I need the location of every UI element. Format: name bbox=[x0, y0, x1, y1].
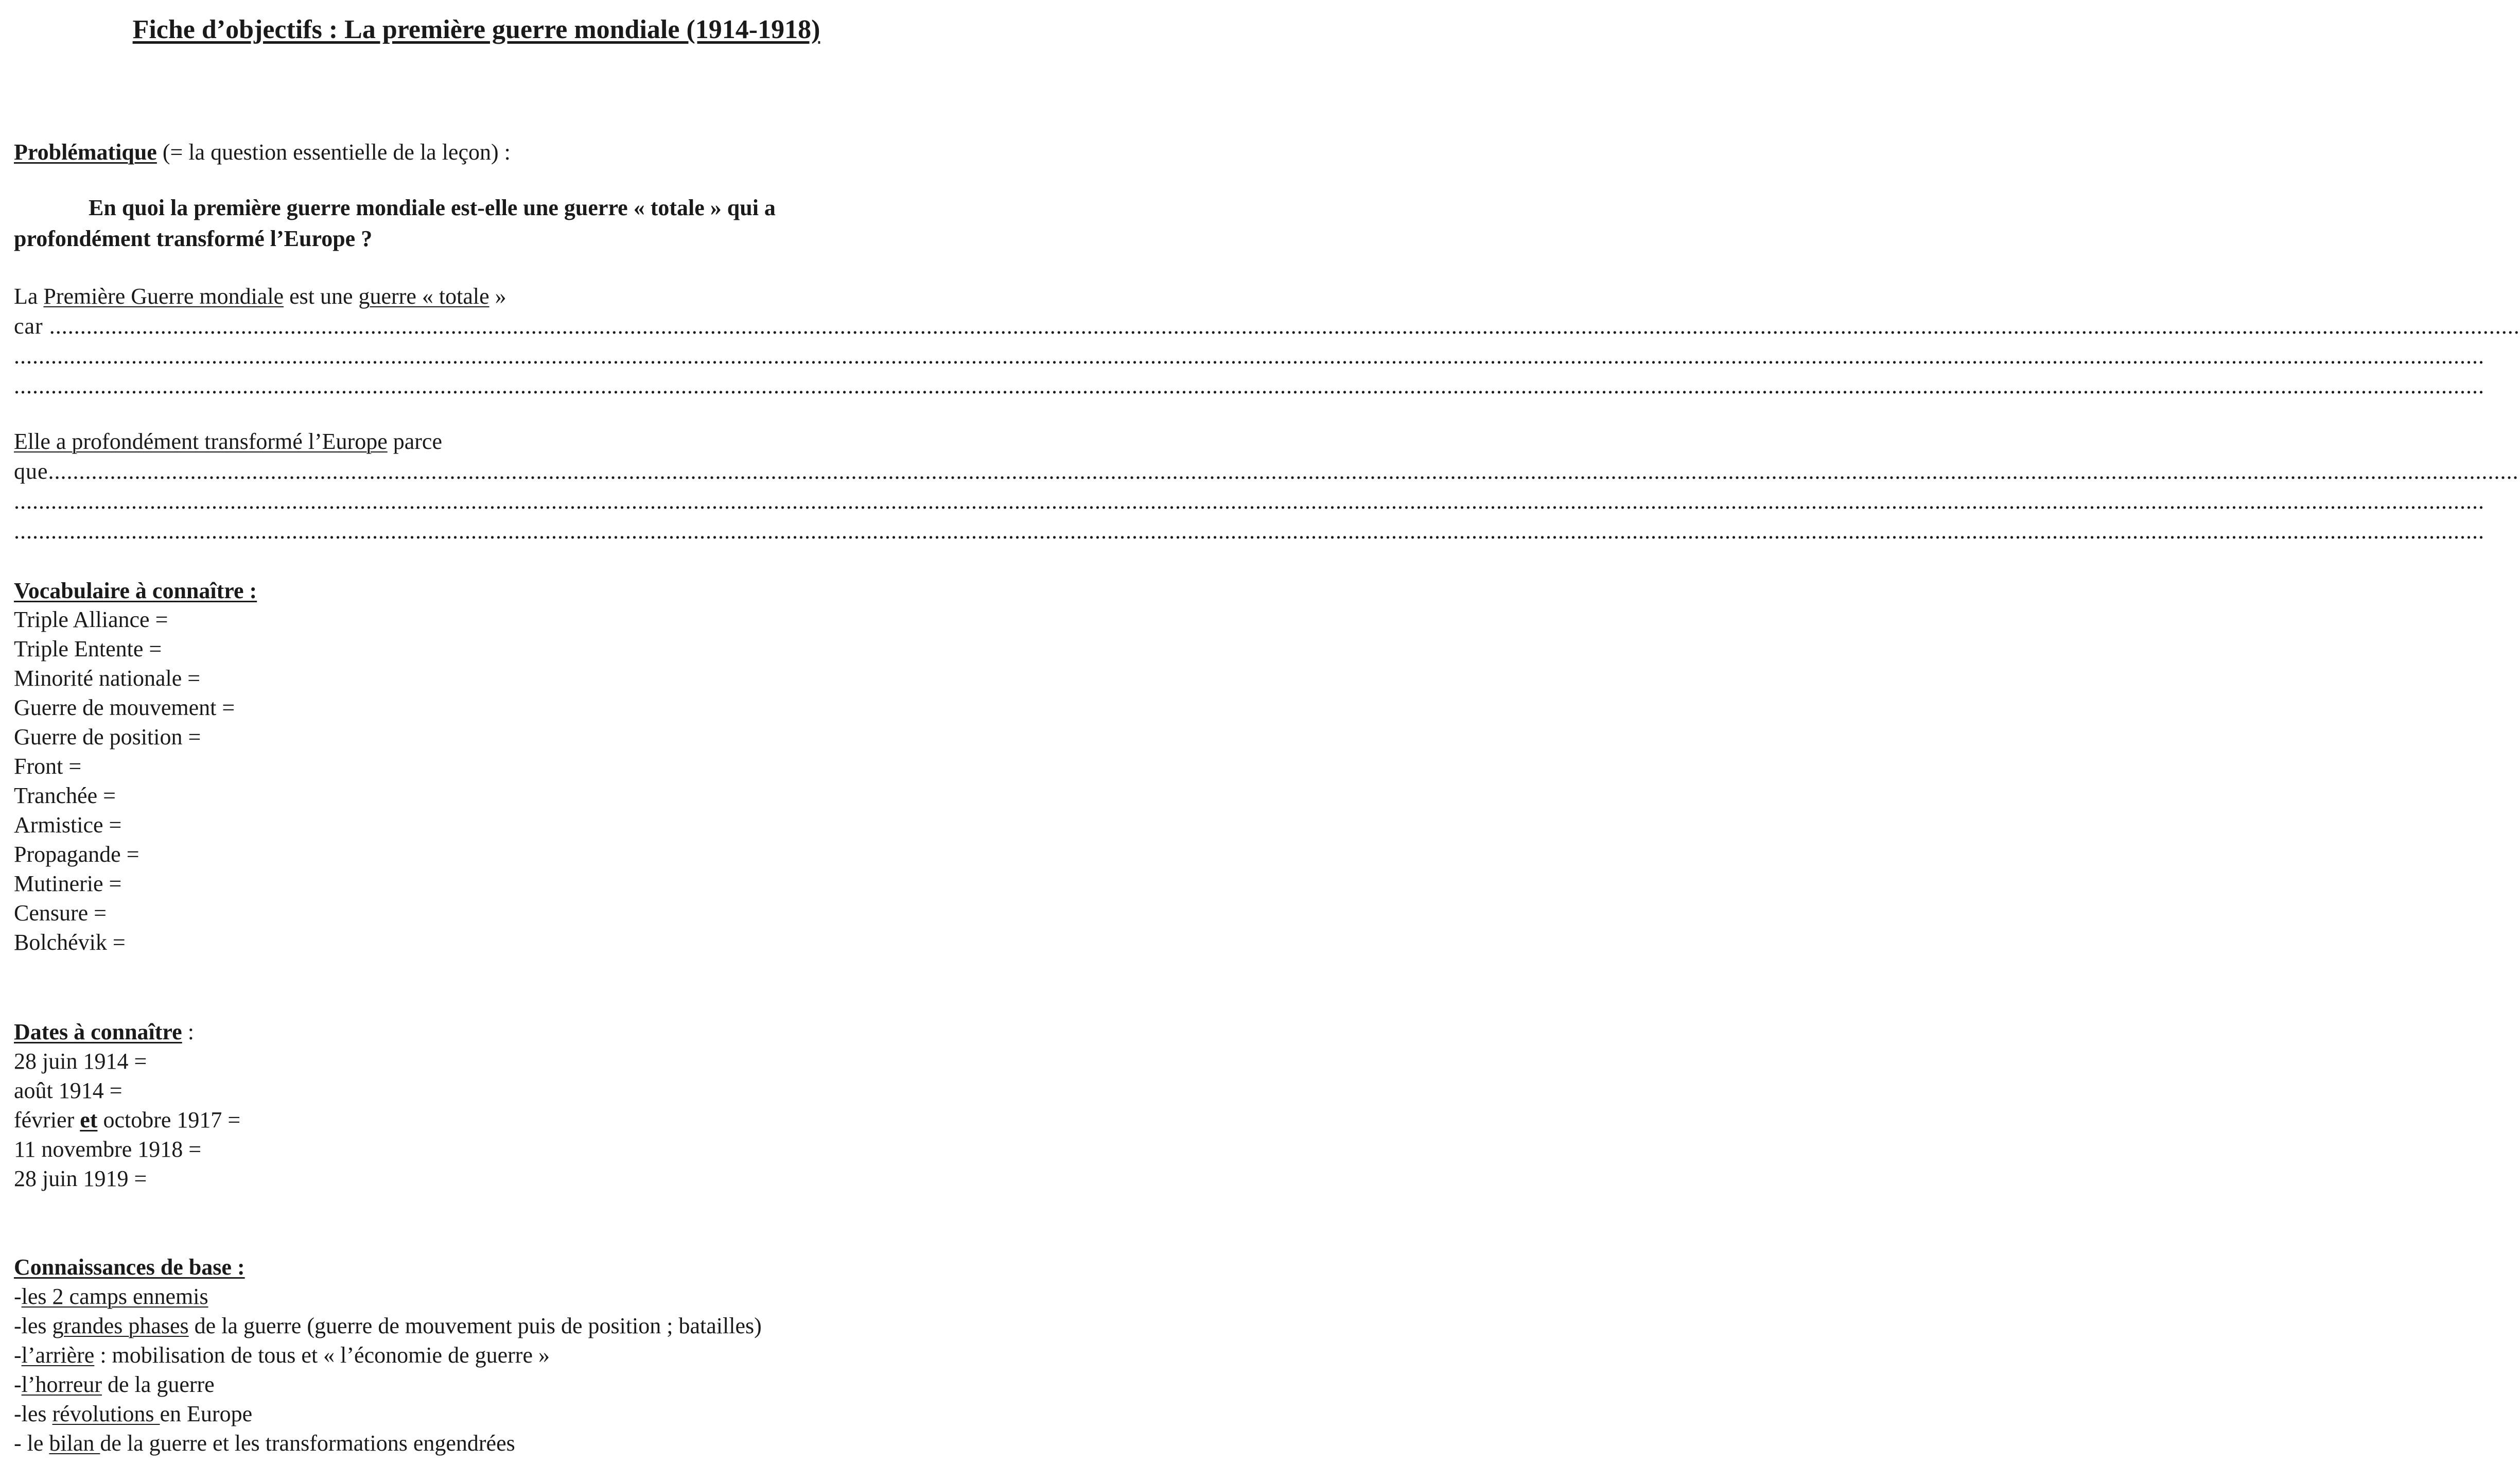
dates-heading: Dates à connaître : bbox=[14, 1019, 194, 1044]
answer-line-car[interactable]: car ................................................................................................................................................................................................................................................................................................................................................................................................................ bbox=[14, 313, 2520, 339]
connaissance-item: -les révolutions en Europe bbox=[14, 1401, 253, 1426]
problematique-note: (= la question essentielle de la leçon) : bbox=[156, 140, 511, 165]
date-item: 11 novembre 1918 = bbox=[14, 1137, 202, 1162]
vocab-item: Front = bbox=[14, 754, 82, 779]
connaissance-item: -l’arrière : mobilisation de tous et « l’économie de guerre » bbox=[14, 1343, 550, 1368]
problematique-label: Problématique bbox=[14, 140, 157, 165]
vocab-item: Triple Entente = bbox=[14, 636, 162, 661]
connaissance-item: - le bilan de la guerre et les transformations engendrées bbox=[14, 1431, 515, 1456]
answer-line-dotted[interactable]: ................................................................................................................................................................................................................................................................................................................................................................................................................ bbox=[14, 518, 2484, 544]
answer-line-dotted[interactable]: ................................................................................................................................................................................................................................................................................................................................................................................................................ bbox=[14, 343, 2484, 369]
date-item: 28 juin 1919 = bbox=[14, 1166, 147, 1191]
term-guerre-totale: guerre « totale bbox=[358, 284, 489, 309]
question-line-2: profondément transformé l’Europe ? bbox=[14, 226, 373, 251]
vocab-item: Tranchée = bbox=[14, 783, 116, 808]
vocab-item: Guerre de position = bbox=[14, 724, 201, 750]
date-item: août 1914 = bbox=[14, 1078, 122, 1103]
question-line-1: En quoi la première guerre mondiale est-elle une guerre « totale » qui a bbox=[89, 195, 776, 220]
date-et-emphasis: et bbox=[80, 1107, 98, 1132]
statement-transformation: Elle a profondément transformé l’Europe parce bbox=[14, 429, 442, 454]
vocab-item: Triple Alliance = bbox=[14, 607, 168, 632]
date-item: février et octobre 1917 = bbox=[14, 1107, 241, 1132]
term-premiere-guerre-mondiale: Première Guerre mondiale bbox=[43, 284, 284, 309]
date-item: 28 juin 1914 = bbox=[14, 1049, 147, 1074]
vocab-item: Minorité nationale = bbox=[14, 666, 201, 691]
vocabulaire-heading: Vocabulaire à connaître : bbox=[14, 578, 257, 603]
vocab-item: Guerre de mouvement = bbox=[14, 695, 235, 720]
answer-line-que[interactable]: que................................................................................................................................................................................................................................................................................................................................................................................................................ bbox=[14, 459, 2519, 484]
vocab-item: Bolchévik = bbox=[14, 930, 126, 955]
problematique-line bbox=[14, 138, 511, 167]
statement-total-war: La Première Guerre mondiale est une guerre « totale » bbox=[14, 284, 506, 309]
answer-line-dotted[interactable]: ................................................................................................................................................................................................................................................................................................................................................................................................................ bbox=[14, 489, 2484, 514]
vocab-item: Propagande = bbox=[14, 842, 139, 867]
connaissances-heading: Connaissances de base : bbox=[14, 1255, 245, 1280]
page-title: Fiche d’objectifs : La première guerre mondiale (1914-1918) bbox=[132, 15, 820, 44]
answer-line-dotted[interactable]: ................................................................................................................................................................................................................................................................................................................................................................................................................ bbox=[14, 373, 2484, 398]
connaissance-item: -les grandes phases de la guerre (guerre de mouvement puis de position ; batailles) bbox=[14, 1313, 762, 1338]
vocab-item: Mutinerie = bbox=[14, 871, 122, 896]
vocab-item: Censure = bbox=[14, 900, 107, 926]
term-transformation-europe: Elle a profondément transformé l’Europe bbox=[14, 429, 388, 454]
vocab-item: Armistice = bbox=[14, 812, 122, 838]
connaissance-item: -les 2 camps ennemis bbox=[14, 1284, 208, 1309]
connaissance-item: -l’horreur de la guerre bbox=[14, 1372, 215, 1397]
